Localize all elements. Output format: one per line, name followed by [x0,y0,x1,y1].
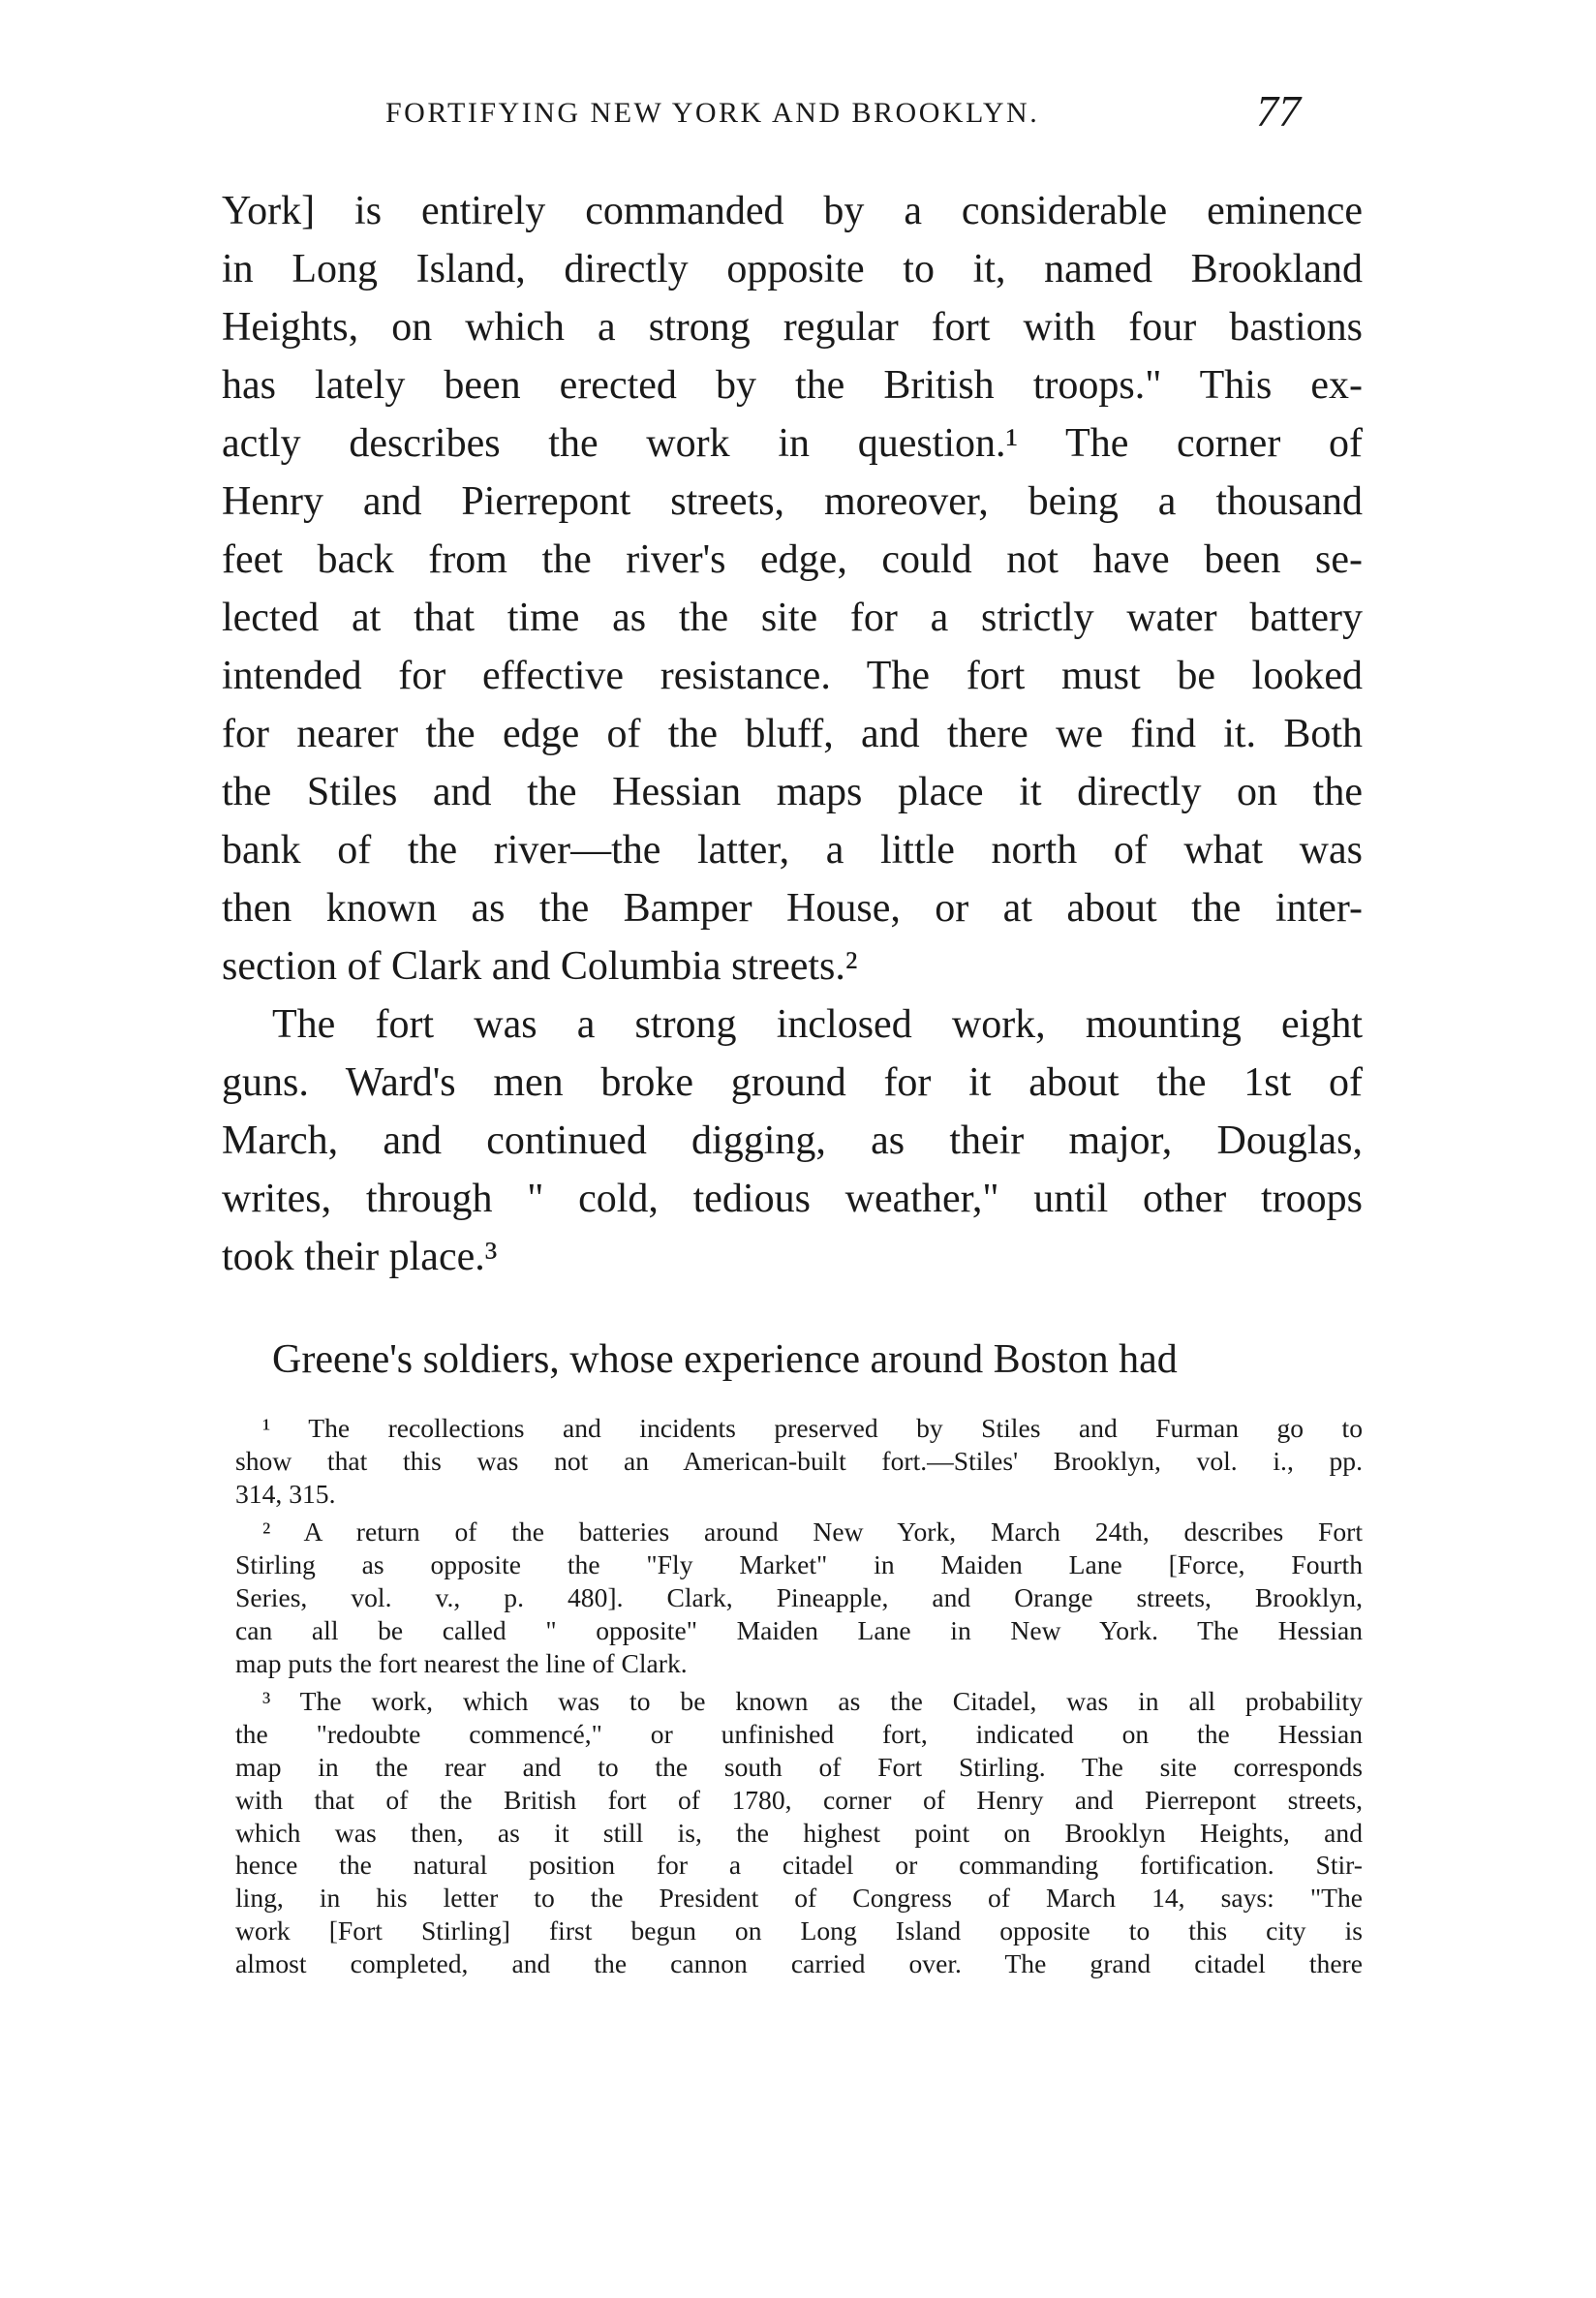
footnote-line: work [Fort Stirling] first begun on Long Island opposite to this city is [235,1915,1363,1946]
body-line: lected at that time as the site for a strictly water battery [222,596,1363,640]
footnote-2 [235,1516,1363,1679]
footnote-line: which was then, as it still is, the highest point on Brooklyn Heights, and [235,1817,1363,1848]
body-line: York] is entirely commanded by a considerable eminence [222,189,1363,233]
body-line: feet back from the river's edge, could not have been se- [222,537,1363,582]
footnote-line: show that this was not an American-built fort.—Stiles' Brooklyn, vol. i., pp. [235,1445,1363,1476]
running-head [0,86,1596,139]
body-line: March, and continued digging, as their major, Douglas, [222,1118,1363,1163]
body-text [222,182,1363,1389]
footnote-line: almost completed, and the cannon carried over. The grand citadel there [235,1947,1363,1978]
footnote-1 [235,1412,1363,1510]
body-line: Heights, on which a strong regular fort with four bastions [222,305,1363,350]
footnote-line: Series, vol. v., p. 480]. Clark, Pineapple, and Orange streets, Brooklyn, [235,1581,1363,1612]
footnotes [235,1412,1363,1980]
body-line: for nearer the edge of the bluff, and there we find it. Both [222,712,1363,756]
body-line: writes, through " cold, tedious weather," until other troops [222,1177,1363,1221]
paragraph-1 [222,182,1363,996]
paragraph-3 [222,1331,1363,1389]
body-line: bank of the river—the latter, a little north of what was [222,828,1363,873]
footnote-line: map puts the fort nearest the line of Clark. [235,1647,688,1678]
body-line: The fort was a strong inclosed work, mounting eight [272,1002,1363,1047]
body-line: actly describes the work in question.¹ The corner of [222,421,1363,466]
footnote-line: can all be called " opposite" Maiden Lane in New York. The Hessian [235,1614,1363,1645]
footnote-line: Stirling as opposite the "Fly Market" in Maiden Lane [Force, Fourth [235,1549,1363,1580]
footnote-line: ¹ The recollections and incidents preserved by Stiles and Furman go to [262,1413,1363,1443]
footnote-line: 314, 315. [235,1478,336,1509]
footnote-line: map in the rear and to the south of Fort Stirling. The site corresponds [235,1751,1363,1782]
body-line: then known as the Bamper House, or at about the inter- [222,886,1363,931]
body-line: Greene's soldiers, whose experience around Boston had [272,1337,1178,1382]
page-number: 77 [1256,86,1301,136]
body-line: took their place.³ [222,1235,498,1279]
running-head-title: FORTIFYING NEW YORK AND BROOKLYN. [385,97,1040,129]
body-line: has lately been erected by the British troops." This ex- [222,363,1363,408]
footnote-line: ³ The work, which was to be known as the Citadel, was in all probability [262,1686,1363,1717]
body-line: section of Clark and Columbia streets.² [222,944,858,989]
body-line: Henry and Pierrepont streets, moreover, being a thousand [222,479,1363,524]
footnote-line: with that of the British fort of 1780, corner of Henry and Pierrepont streets, [235,1784,1363,1815]
footnote-line: the "redoubte commencé," or unfinished fort, indicated on the Hessian [235,1719,1363,1750]
body-line: guns. Ward's men broke ground for it about the 1st of [222,1060,1363,1105]
body-line: the Stiles and the Hessian maps place it directly on the [222,770,1363,814]
footnote-line: ² A return of the batteries around New York, March 24th, describes Fort [262,1517,1363,1547]
footnote-line: ling, in his letter to the President of Congress of March 14, says: "The [235,1883,1363,1914]
body-line: intended for effective resistance. The fort must be looked [222,654,1363,698]
footnote-line: hence the natural position for a citadel or commanding fortification. Stir- [235,1850,1363,1881]
body-line: in Long Island, directly opposite to it, named Brookland [222,247,1363,291]
section-break [222,1286,1363,1331]
paragraph-2 [222,996,1363,1286]
footnote-3 [235,1685,1363,1979]
